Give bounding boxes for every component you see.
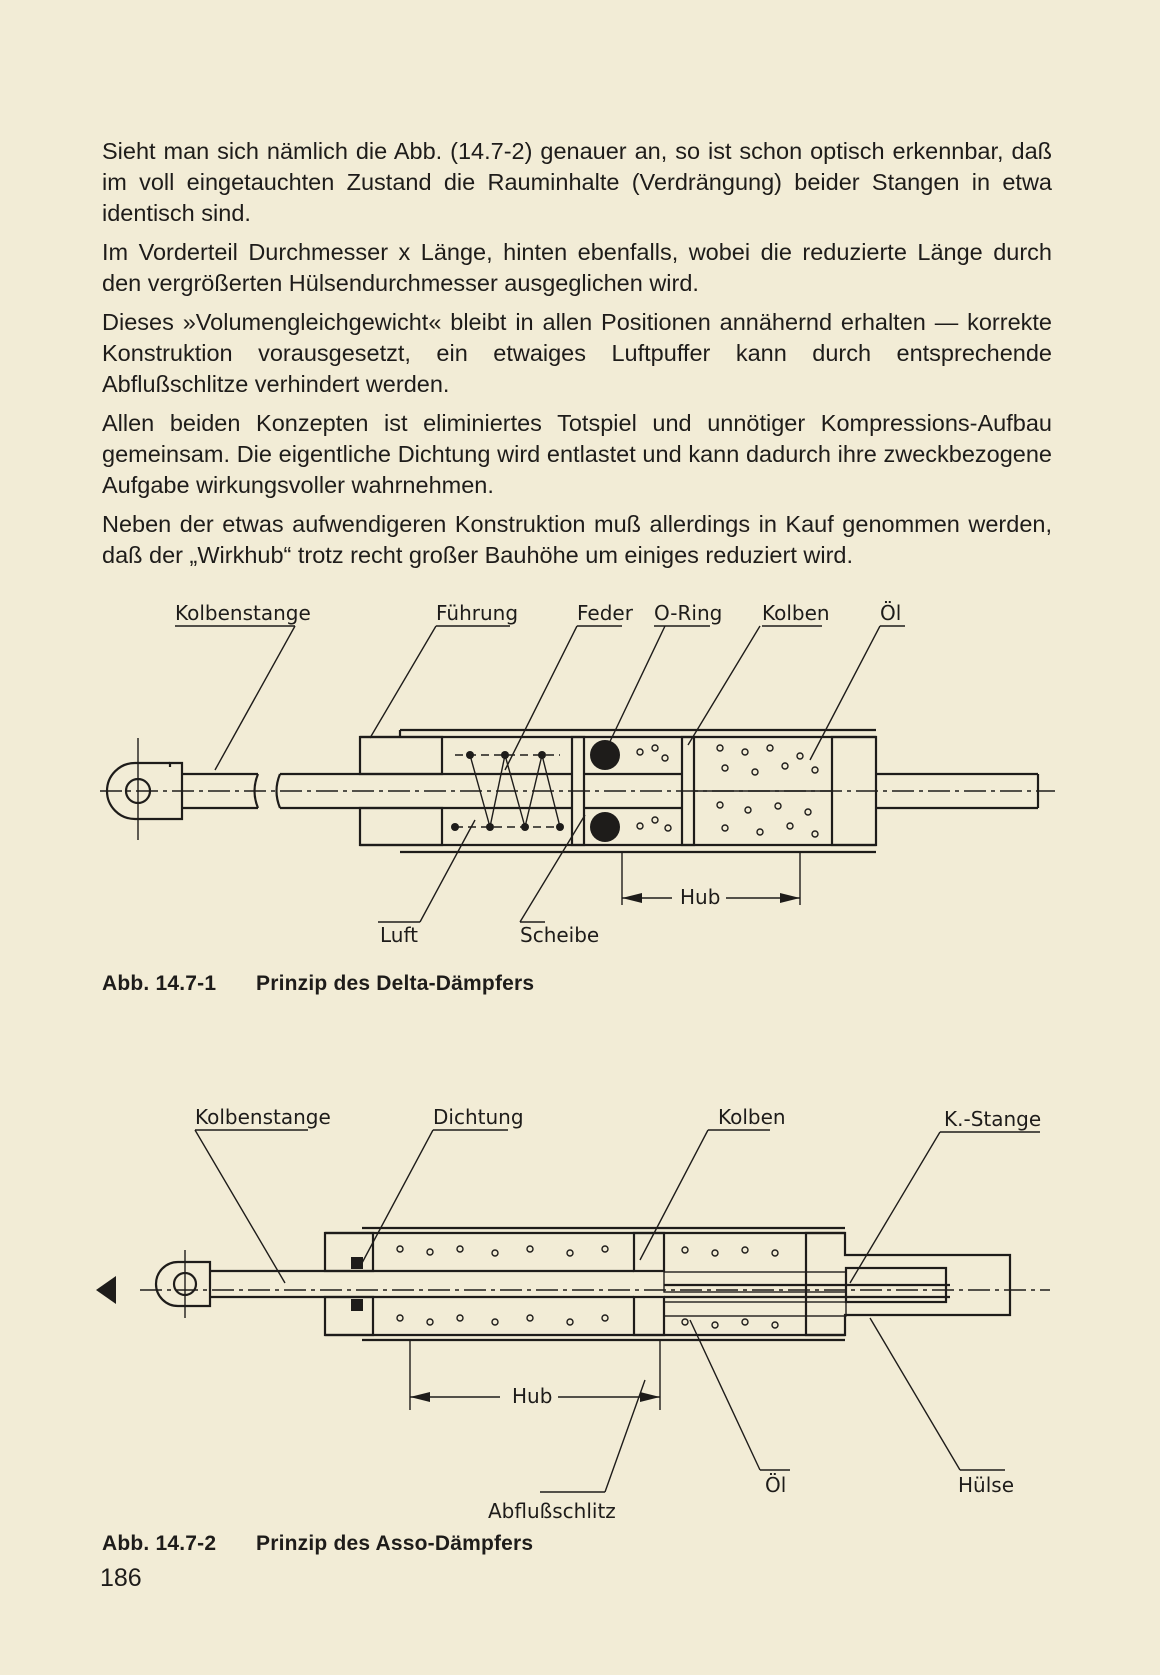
label-abflussschlitz: Abflußschlitz: [488, 1499, 616, 1523]
label-scheibe: Scheibe: [520, 923, 600, 947]
label-kolben: Kolben: [762, 601, 830, 625]
label-fuehrung: Führung: [436, 601, 519, 625]
label-feder: Feder: [577, 601, 633, 625]
label-hub-2: Hub: [512, 1384, 553, 1408]
leader-lines-2: [195, 1130, 1040, 1492]
figure1-caption-number: Abb. 14.7-1: [102, 972, 217, 995]
paragraph-1: Sieht man sich nämlich die Abb. (14.7-2) genauer an, so ist schon optisch erkennbar, daß im voll eingetauchten Zustand die Rauminhalte (Verdrängung) beider Stangen in etwa identisch sind.: [102, 138, 1052, 226]
figure-asso-damper: [0, 1095, 1160, 1525]
page-number: 186: [100, 1564, 142, 1592]
label-dichtung: Dichtung: [433, 1105, 524, 1129]
label-oel-2: Öl: [765, 1473, 787, 1497]
figure1-caption: [102, 972, 534, 996]
asso-damper-body: [96, 1228, 1050, 1410]
paragraph-4: Allen beiden Konzepten ist eliminiertes Totspiel und unnötiger Kompressions-Aufbau gemeinsam. Die eigentliche Dichtung wird entlastet und kann dadurch ihre zweckbezogene Aufgabe wirkungsvoller wahrnehmen.: [102, 410, 1052, 498]
label-oel: Öl: [880, 601, 902, 625]
label-kolbenstange-2: Kolbenstange: [195, 1105, 331, 1129]
label-huelse: Hülse: [958, 1473, 1014, 1497]
figure2-caption-number: Abb. 14.7-2: [102, 1532, 217, 1555]
figure2-caption: [102, 1532, 533, 1556]
label-kolbenstange: Kolbenstange: [175, 601, 311, 625]
label-kolben-2: Kolben: [718, 1105, 786, 1129]
label-oring: O-Ring: [654, 601, 723, 625]
figure-delta-damper: [0, 590, 1160, 950]
figure1-caption-text: Prinzip des Delta-Dämpfers: [256, 972, 535, 995]
paragraph-3: Dieses »Volumengleichgewicht« bleibt in allen Positionen annähernd erhalten — korrekte Konstruktion vorausgesetzt, ein etwaiges Luftpuffer kann durch entsprechende Abflußschlitze verhindert werden.: [102, 309, 1052, 397]
delta-damper-body: [100, 730, 1055, 905]
paragraph-5: Neben der etwas aufwendigeren Konstruktion muß allerdings in Kauf genommen werden, daß der „Wirkhub“ trotz recht großer Bauhöhe um einiges reduziert wird.: [102, 511, 1052, 568]
paragraph-2: Im Vorderteil Durchmesser x Länge, hinten ebenfalls, wobei die reduzierte Länge durch den vergrößerten Hülsendurchmesser ausgeglichen wird.: [102, 239, 1052, 296]
figure2-caption-text: Prinzip des Asso-Dämpfers: [256, 1532, 534, 1555]
label-k-stange: K.-Stange: [944, 1107, 1042, 1131]
label-luft: Luft: [380, 923, 418, 947]
label-hub: Hub: [680, 885, 721, 909]
body-text: [102, 136, 1052, 579]
